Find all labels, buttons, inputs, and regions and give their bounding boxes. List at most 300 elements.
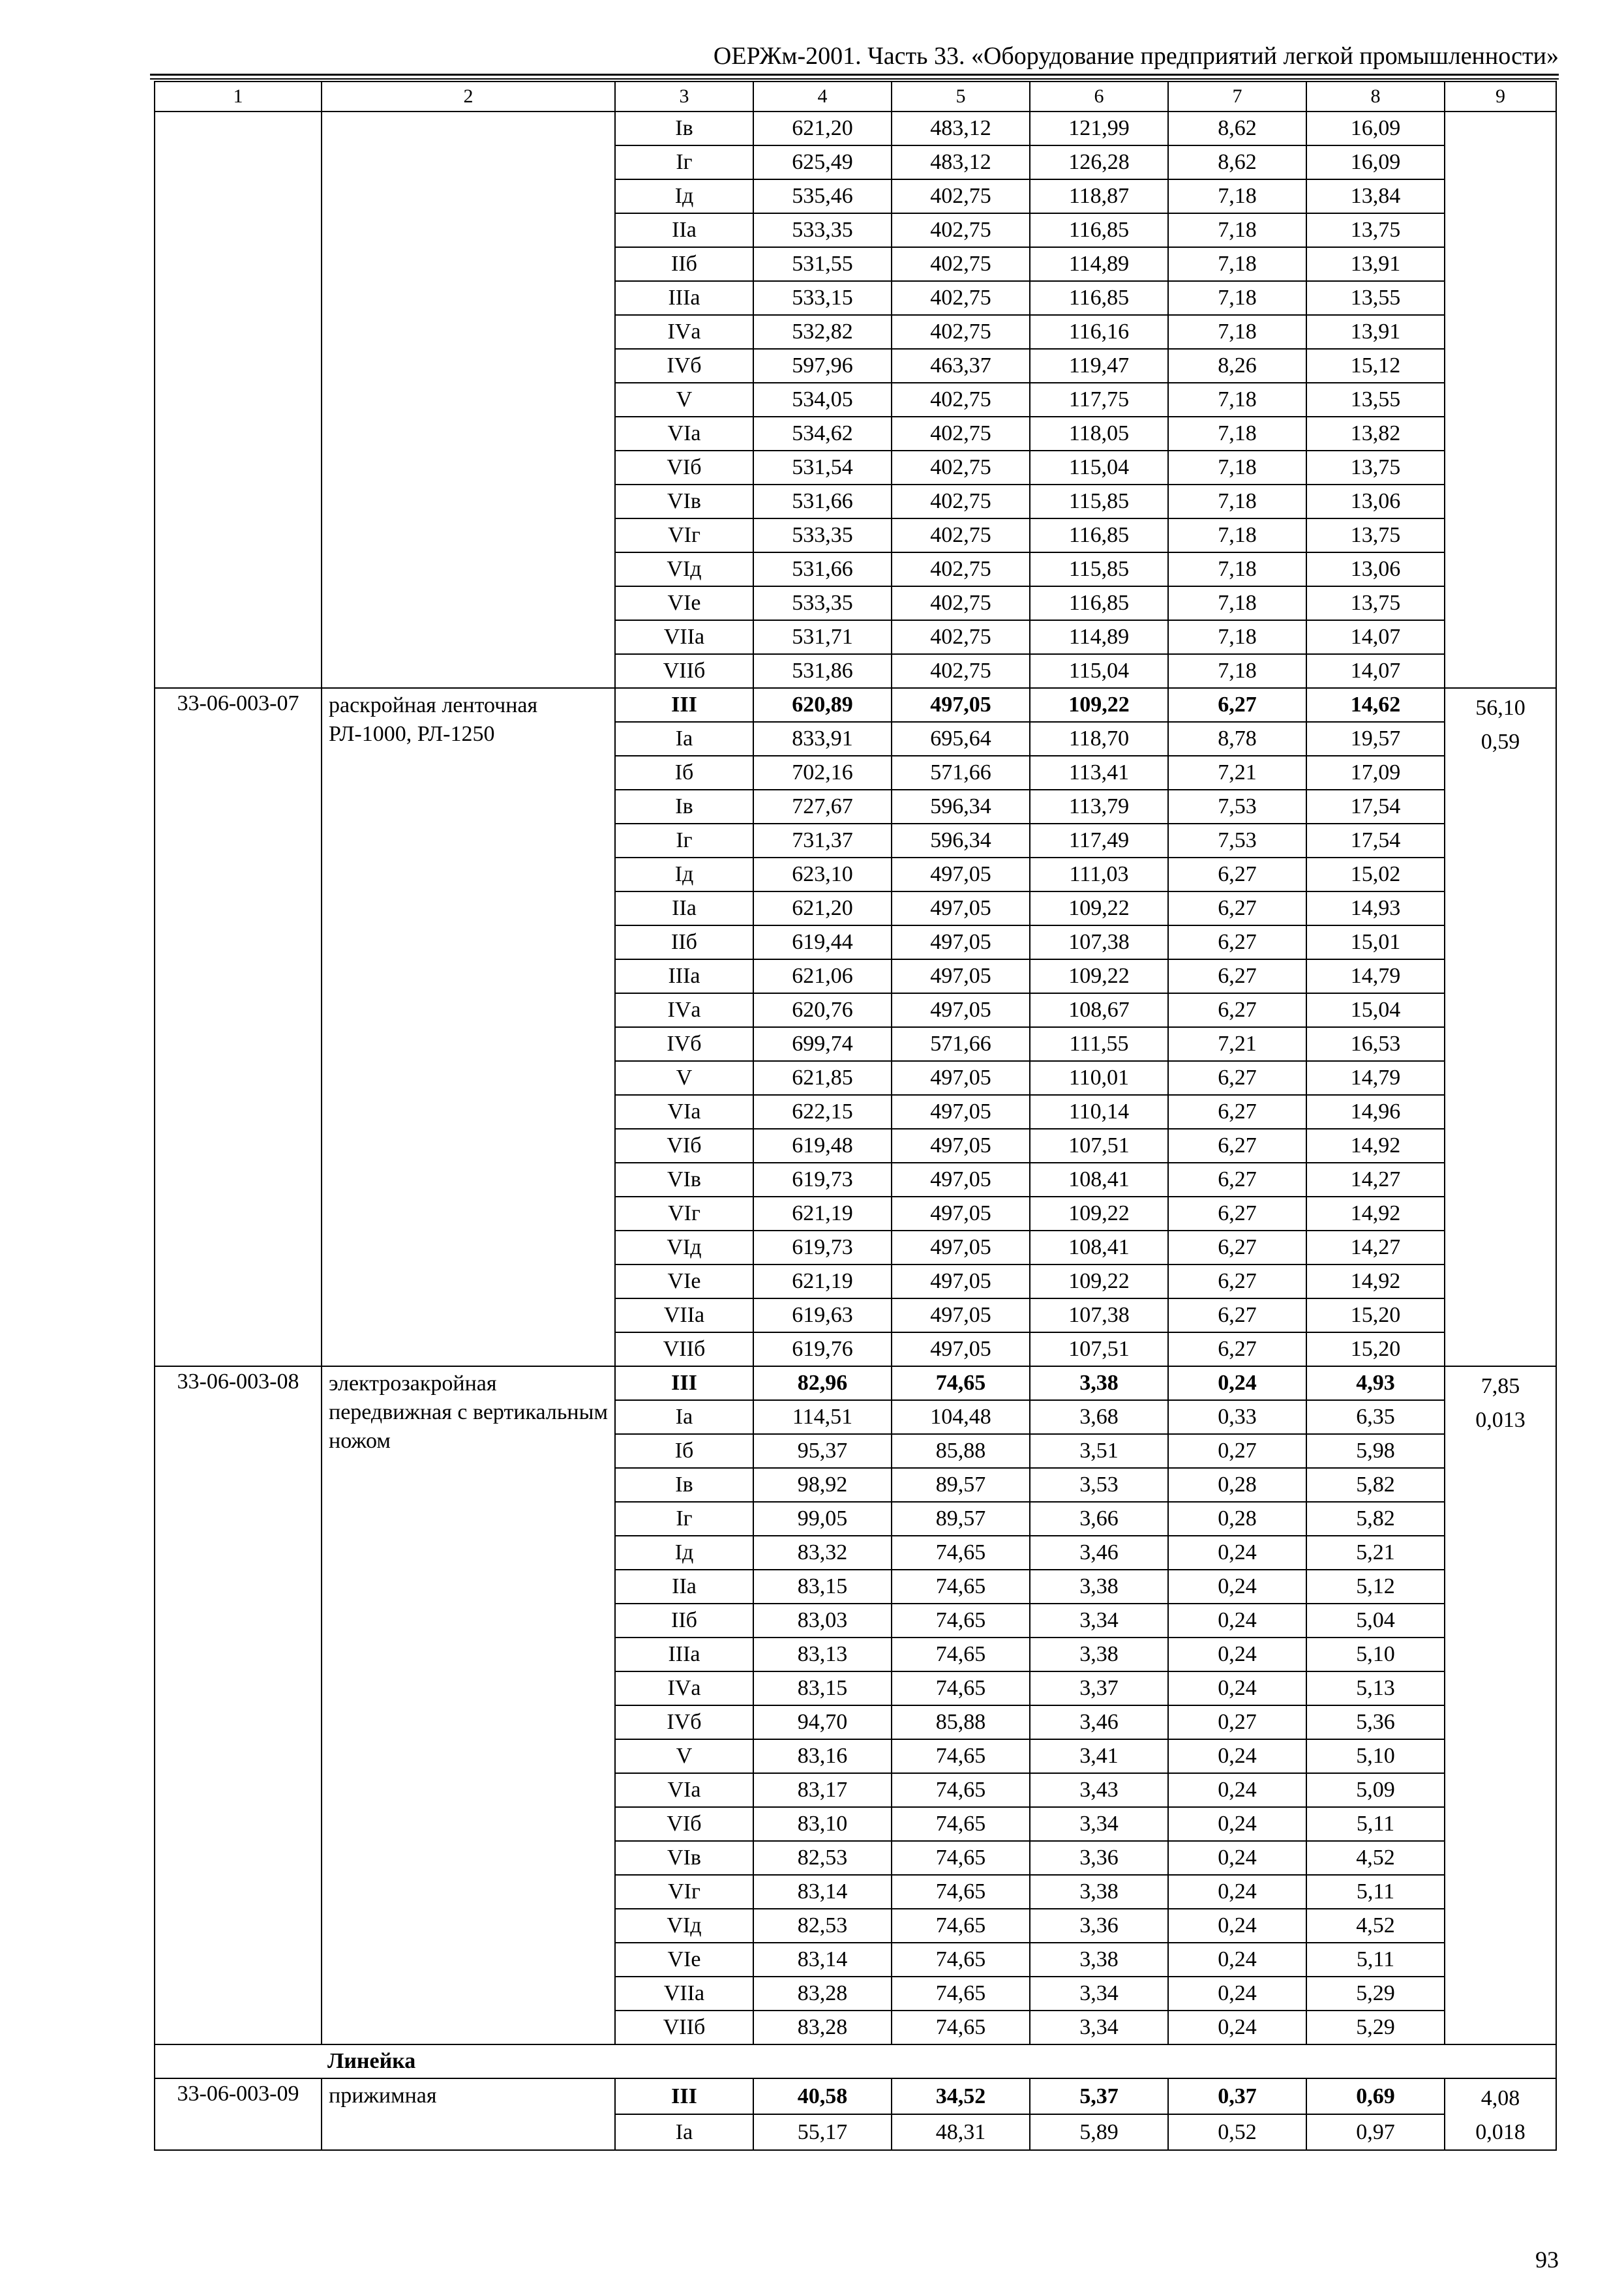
value-cell: 116,85 (1030, 518, 1168, 552)
value-cell: 3,36 (1030, 1909, 1168, 1943)
value-cell: 74,65 (892, 2011, 1030, 2044)
value-cell: 74,65 (892, 1671, 1030, 1705)
zone-cell: IVб (615, 349, 753, 383)
value-cell: 3,37 (1030, 1671, 1168, 1705)
value-cell: 16,09 (1306, 112, 1445, 145)
column-number: 3 (615, 82, 753, 112)
value-cell: 6,27 (1168, 891, 1306, 925)
value-cell: 727,67 (753, 790, 892, 824)
value-cell: 114,51 (753, 1400, 892, 1434)
value-cell: 17,54 (1306, 790, 1445, 824)
value-cell: 6,27 (1168, 1197, 1306, 1231)
value-cell: 15,12 (1306, 349, 1445, 383)
value-cell: 13,84 (1306, 179, 1445, 213)
value-cell: 7,18 (1168, 417, 1306, 451)
zone-cell: VIб (615, 451, 753, 485)
zone-cell: IIIа (615, 1638, 753, 1671)
value-cell: 3,34 (1030, 1807, 1168, 1841)
zone-cell: Iа (615, 722, 753, 756)
value-cell: 5,09 (1306, 1773, 1445, 1807)
zone-cell: VIе (615, 586, 753, 620)
zone-cell: Iб (615, 756, 753, 790)
zone-cell: Iв (615, 112, 753, 145)
value-cell: 0,69 (1306, 2078, 1445, 2114)
table-row (155, 1366, 1556, 1400)
value-cell: 6,27 (1168, 1298, 1306, 1332)
value-cell: 89,57 (892, 1468, 1030, 1502)
value-cell: 483,12 (892, 112, 1030, 145)
value-cell: 3,46 (1030, 1705, 1168, 1739)
value-cell: 0,52 (1168, 2114, 1306, 2150)
value-cell: 74,65 (892, 1977, 1030, 2011)
value-cell: 74,65 (892, 1841, 1030, 1875)
value-cell: 83,14 (753, 1943, 892, 1977)
price-table (154, 81, 1557, 2151)
table-row (155, 2078, 1556, 2114)
value-cell: 8,62 (1168, 145, 1306, 179)
page-number: 93 (1535, 2247, 1559, 2273)
value-cell: 7,18 (1168, 552, 1306, 586)
value-cell: 3,68 (1030, 1400, 1168, 1434)
value-cell: 0,28 (1168, 1468, 1306, 1502)
value-cell: 14,96 (1306, 1095, 1445, 1129)
value-cell: 3,34 (1030, 2011, 1168, 2044)
column-number: 2 (322, 82, 615, 112)
value-cell: 74,65 (892, 1909, 1030, 1943)
value-cell: 621,19 (753, 1264, 892, 1298)
value-cell: 7,21 (1168, 1027, 1306, 1061)
value-cell: 83,03 (753, 1604, 892, 1638)
value-cell: 14,92 (1306, 1129, 1445, 1163)
value-cell: 0,24 (1168, 1841, 1306, 1875)
value-cell: 402,75 (892, 179, 1030, 213)
value-cell: 0,27 (1168, 1434, 1306, 1468)
zone-cell: IVб (615, 1705, 753, 1739)
col9-cell (1445, 112, 1556, 688)
value-cell: 6,27 (1168, 1264, 1306, 1298)
value-cell: 99,05 (753, 1502, 892, 1536)
zone-cell: Iа (615, 1400, 753, 1434)
value-cell: 116,16 (1030, 315, 1168, 349)
value-cell: 621,85 (753, 1061, 892, 1095)
value-cell: 731,37 (753, 824, 892, 858)
zone-cell: Iд (615, 179, 753, 213)
value-cell: 497,05 (892, 1163, 1030, 1197)
value-cell: 619,48 (753, 1129, 892, 1163)
value-cell: 0,27 (1168, 1705, 1306, 1739)
value-cell: 619,76 (753, 1332, 892, 1366)
value-cell: 622,15 (753, 1095, 892, 1129)
zone-cell: VIб (615, 1129, 753, 1163)
zone-cell: IIа (615, 1570, 753, 1604)
group-heading-row (155, 2044, 1556, 2078)
value-cell: 3,43 (1030, 1773, 1168, 1807)
col9-value: 0,013 (1475, 1408, 1526, 1432)
zone-cell: VIг (615, 518, 753, 552)
value-cell: 402,75 (892, 451, 1030, 485)
value-cell: 6,27 (1168, 959, 1306, 993)
value-cell: 497,05 (892, 1197, 1030, 1231)
value-cell: 5,36 (1306, 1705, 1445, 1739)
value-cell: 7,18 (1168, 485, 1306, 518)
value-cell: 82,53 (753, 1909, 892, 1943)
col9-cell (1445, 688, 1556, 1366)
value-cell: 0,24 (1168, 1536, 1306, 1570)
value-cell: 13,91 (1306, 247, 1445, 281)
value-cell: 695,64 (892, 722, 1030, 756)
value-cell: 83,32 (753, 1536, 892, 1570)
value-cell: 0,33 (1168, 1400, 1306, 1434)
zone-cell: Iг (615, 1502, 753, 1536)
value-cell: 531,66 (753, 485, 892, 518)
value-cell: 402,75 (892, 213, 1030, 247)
value-cell: 534,62 (753, 417, 892, 451)
value-cell: 83,15 (753, 1671, 892, 1705)
value-cell: 83,16 (753, 1739, 892, 1773)
value-cell: 619,73 (753, 1163, 892, 1197)
zone-cell: IVа (615, 315, 753, 349)
col9-cell (1445, 1366, 1556, 2044)
value-cell: 0,24 (1168, 1773, 1306, 1807)
zone-cell: VIIа (615, 1977, 753, 2011)
value-cell: 74,65 (892, 1536, 1030, 1570)
value-cell: 6,35 (1306, 1400, 1445, 1434)
value-cell: 7,18 (1168, 586, 1306, 620)
zone-cell: VIе (615, 1943, 753, 1977)
value-cell: 34,52 (892, 2078, 1030, 2114)
value-cell: 535,46 (753, 179, 892, 213)
zone-cell: Iд (615, 1536, 753, 1570)
value-cell: 83,28 (753, 2011, 892, 2044)
value-cell: 497,05 (892, 1061, 1030, 1095)
value-cell: 83,28 (753, 1977, 892, 2011)
value-cell: 83,13 (753, 1638, 892, 1671)
value-cell: 114,89 (1030, 247, 1168, 281)
value-cell: 13,75 (1306, 518, 1445, 552)
value-cell: 82,53 (753, 1841, 892, 1875)
value-cell: 533,35 (753, 518, 892, 552)
value-cell: 13,06 (1306, 485, 1445, 518)
value-cell: 619,63 (753, 1298, 892, 1332)
value-cell: 7,53 (1168, 824, 1306, 858)
value-cell: 111,55 (1030, 1027, 1168, 1061)
value-cell: 109,22 (1030, 891, 1168, 925)
value-cell: 531,66 (753, 552, 892, 586)
zone-cell: VIIб (615, 2011, 753, 2044)
value-cell: 109,22 (1030, 959, 1168, 993)
name-cell: электрозакройная передвижная с вертикальным ножом (322, 1366, 615, 2044)
value-cell: 0,24 (1168, 1875, 1306, 1909)
value-cell: 0,97 (1306, 2114, 1445, 2150)
zone-cell: VIа (615, 417, 753, 451)
value-cell: 110,01 (1030, 1061, 1168, 1095)
value-cell: 13,75 (1306, 213, 1445, 247)
value-cell: 13,55 (1306, 383, 1445, 417)
value-cell: 531,71 (753, 620, 892, 654)
code-cell: 33-06-003-07 (155, 688, 322, 1366)
zone-cell: VIг (615, 1197, 753, 1231)
value-cell: 497,05 (892, 1298, 1030, 1332)
value-cell: 5,82 (1306, 1502, 1445, 1536)
value-cell: 55,17 (753, 2114, 892, 2150)
value-cell: 13,91 (1306, 315, 1445, 349)
col9-cell (1445, 2078, 1556, 2150)
value-cell: 0,24 (1168, 1604, 1306, 1638)
value-cell: 0,24 (1168, 1909, 1306, 1943)
value-cell: 497,05 (892, 1129, 1030, 1163)
zone-cell: VIIб (615, 654, 753, 688)
value-cell: 83,14 (753, 1875, 892, 1909)
zone-cell: Iб (615, 1434, 753, 1468)
value-cell: 74,65 (892, 1739, 1030, 1773)
zone-cell: VIIб (615, 1332, 753, 1366)
col9-value: 0,59 (1481, 730, 1520, 754)
value-cell: 625,49 (753, 145, 892, 179)
value-cell: 5,11 (1306, 1875, 1445, 1909)
col9-value: 56,10 (1475, 696, 1526, 720)
value-cell: 111,03 (1030, 858, 1168, 891)
value-cell: 5,82 (1306, 1468, 1445, 1502)
value-cell: 107,51 (1030, 1129, 1168, 1163)
value-cell: 5,12 (1306, 1570, 1445, 1604)
value-cell: 74,65 (892, 1943, 1030, 1977)
value-cell: 7,18 (1168, 247, 1306, 281)
zone-cell: IIа (615, 891, 753, 925)
value-cell: 108,41 (1030, 1231, 1168, 1264)
value-cell: 833,91 (753, 722, 892, 756)
value-cell: 7,21 (1168, 756, 1306, 790)
value-cell: 0,24 (1168, 2011, 1306, 2044)
value-cell: 402,75 (892, 383, 1030, 417)
zone-cell: VIг (615, 1875, 753, 1909)
value-cell: 109,22 (1030, 1264, 1168, 1298)
value-cell: 74,65 (892, 1570, 1030, 1604)
value-cell: 114,89 (1030, 620, 1168, 654)
value-cell: 702,16 (753, 756, 892, 790)
name-cell: раскройная ленточная РЛ-1000, РЛ-1250 (322, 688, 615, 1366)
value-cell: 7,18 (1168, 179, 1306, 213)
column-number: 8 (1306, 82, 1445, 112)
value-cell: 497,05 (892, 688, 1030, 722)
code-cell: 33-06-003-09 (155, 2078, 322, 2150)
value-cell: 13,06 (1306, 552, 1445, 586)
zone-cell: VIIа (615, 1298, 753, 1332)
value-cell: 13,75 (1306, 451, 1445, 485)
zone-cell: III (615, 2078, 753, 2114)
zone-cell: IVа (615, 993, 753, 1027)
zone-cell: VIв (615, 1163, 753, 1197)
value-cell: 532,82 (753, 315, 892, 349)
value-cell: 3,34 (1030, 1604, 1168, 1638)
value-cell: 571,66 (892, 756, 1030, 790)
value-cell: 108,67 (1030, 993, 1168, 1027)
value-cell: 85,88 (892, 1434, 1030, 1468)
value-cell: 89,57 (892, 1502, 1030, 1536)
col9-value: 0,018 (1475, 2120, 1526, 2144)
zone-cell: VIIа (615, 620, 753, 654)
value-cell: 620,89 (753, 688, 892, 722)
value-cell: 6,27 (1168, 1332, 1306, 1366)
value-cell: 596,34 (892, 790, 1030, 824)
value-cell: 0,24 (1168, 1570, 1306, 1604)
value-cell: 0,24 (1168, 1807, 1306, 1841)
zone-cell: VIа (615, 1773, 753, 1807)
value-cell: 621,06 (753, 959, 892, 993)
value-cell: 14,27 (1306, 1231, 1445, 1264)
value-cell: 3,38 (1030, 1366, 1168, 1400)
value-cell: 0,24 (1168, 1366, 1306, 1400)
value-cell: 5,10 (1306, 1739, 1445, 1773)
value-cell: 8,26 (1168, 349, 1306, 383)
value-cell: 14,07 (1306, 654, 1445, 688)
value-cell: 402,75 (892, 620, 1030, 654)
value-cell: 4,52 (1306, 1909, 1445, 1943)
zone-cell: Iг (615, 824, 753, 858)
group-heading: Линейка (155, 2044, 1556, 2078)
value-cell: 83,17 (753, 1773, 892, 1807)
value-cell: 621,19 (753, 1197, 892, 1231)
zone-cell: IIIа (615, 281, 753, 315)
value-cell: 3,34 (1030, 1977, 1168, 2011)
value-cell: 113,79 (1030, 790, 1168, 824)
value-cell: 95,37 (753, 1434, 892, 1468)
header-rule (150, 74, 1559, 76)
value-cell: 533,15 (753, 281, 892, 315)
value-cell: 74,65 (892, 1773, 1030, 1807)
value-cell: 531,86 (753, 654, 892, 688)
zone-cell: IVб (615, 1027, 753, 1061)
value-cell: 16,09 (1306, 145, 1445, 179)
value-cell: 117,49 (1030, 824, 1168, 858)
value-cell: 115,04 (1030, 654, 1168, 688)
value-cell: 116,85 (1030, 586, 1168, 620)
value-cell: 402,75 (892, 281, 1030, 315)
value-cell: 621,20 (753, 891, 892, 925)
value-cell: 5,89 (1030, 2114, 1168, 2150)
value-cell: 107,51 (1030, 1332, 1168, 1366)
value-cell: 497,05 (892, 858, 1030, 891)
value-cell: 94,70 (753, 1705, 892, 1739)
value-cell: 15,01 (1306, 925, 1445, 959)
value-cell: 74,65 (892, 1875, 1030, 1909)
value-cell: 534,05 (753, 383, 892, 417)
value-cell: 402,75 (892, 485, 1030, 518)
value-cell: 8,78 (1168, 722, 1306, 756)
value-cell: 7,18 (1168, 315, 1306, 349)
value-cell: 5,29 (1306, 1977, 1445, 2011)
value-cell: 104,48 (892, 1400, 1030, 1434)
value-cell: 619,44 (753, 925, 892, 959)
value-cell: 6,27 (1168, 925, 1306, 959)
value-cell: 5,11 (1306, 1943, 1445, 1977)
value-cell: 4,93 (1306, 1366, 1445, 1400)
value-cell: 6,27 (1168, 1129, 1306, 1163)
zone-cell: Iв (615, 790, 753, 824)
value-cell: 8,62 (1168, 112, 1306, 145)
value-cell: 14,27 (1306, 1163, 1445, 1197)
value-cell: 0,24 (1168, 1943, 1306, 1977)
value-cell: 118,05 (1030, 417, 1168, 451)
value-cell: 6,27 (1168, 858, 1306, 891)
value-cell: 19,57 (1306, 722, 1445, 756)
value-cell: 14,79 (1306, 959, 1445, 993)
value-cell: 620,76 (753, 993, 892, 1027)
value-cell: 15,02 (1306, 858, 1445, 891)
zone-cell: VIд (615, 1909, 753, 1943)
zone-cell: V (615, 1739, 753, 1773)
value-cell: 14,92 (1306, 1264, 1445, 1298)
zone-cell: Iд (615, 858, 753, 891)
value-cell: 118,70 (1030, 722, 1168, 756)
value-cell: 3,41 (1030, 1739, 1168, 1773)
value-cell: 402,75 (892, 417, 1030, 451)
value-cell: 121,99 (1030, 112, 1168, 145)
value-cell: 597,96 (753, 349, 892, 383)
value-cell: 7,18 (1168, 654, 1306, 688)
value-cell: 3,38 (1030, 1875, 1168, 1909)
value-cell: 16,53 (1306, 1027, 1445, 1061)
value-cell: 7,18 (1168, 620, 1306, 654)
value-cell: 402,75 (892, 654, 1030, 688)
value-cell: 110,14 (1030, 1095, 1168, 1129)
column-number: 9 (1445, 82, 1556, 112)
value-cell: 107,38 (1030, 925, 1168, 959)
value-cell: 3,53 (1030, 1468, 1168, 1502)
value-cell: 117,75 (1030, 383, 1168, 417)
value-cell: 5,37 (1030, 2078, 1168, 2114)
zone-cell: VIв (615, 485, 753, 518)
value-cell: 17,09 (1306, 756, 1445, 790)
header-rule-thin (150, 78, 1559, 80)
value-cell: 3,46 (1030, 1536, 1168, 1570)
column-number: 1 (155, 82, 322, 112)
table-row (155, 688, 1556, 722)
zone-cell: IIб (615, 925, 753, 959)
value-cell: 116,85 (1030, 213, 1168, 247)
value-cell: 5,10 (1306, 1638, 1445, 1671)
value-cell: 82,96 (753, 1366, 892, 1400)
value-cell: 6,27 (1168, 1163, 1306, 1197)
value-cell: 4,52 (1306, 1841, 1445, 1875)
value-cell: 497,05 (892, 959, 1030, 993)
value-cell: 0,37 (1168, 2078, 1306, 2114)
value-cell: 13,75 (1306, 586, 1445, 620)
value-cell: 15,04 (1306, 993, 1445, 1027)
zone-cell: IIа (615, 213, 753, 247)
value-cell: 497,05 (892, 993, 1030, 1027)
zone-cell: VIб (615, 1807, 753, 1841)
value-cell: 402,75 (892, 247, 1030, 281)
value-cell: 623,10 (753, 858, 892, 891)
value-cell: 0,28 (1168, 1502, 1306, 1536)
value-cell: 13,55 (1306, 281, 1445, 315)
value-cell: 497,05 (892, 1332, 1030, 1366)
value-cell: 497,05 (892, 1264, 1030, 1298)
value-cell: 83,10 (753, 1807, 892, 1841)
value-cell: 107,38 (1030, 1298, 1168, 1332)
value-cell: 483,12 (892, 145, 1030, 179)
value-cell: 115,85 (1030, 552, 1168, 586)
zone-cell: IIIа (615, 959, 753, 993)
value-cell: 621,20 (753, 112, 892, 145)
value-cell: 571,66 (892, 1027, 1030, 1061)
column-number: 5 (892, 82, 1030, 112)
value-cell: 14,62 (1306, 688, 1445, 722)
value-cell: 74,65 (892, 1604, 1030, 1638)
value-cell: 497,05 (892, 1231, 1030, 1264)
zone-cell: Iг (615, 145, 753, 179)
value-cell: 40,58 (753, 2078, 892, 2114)
